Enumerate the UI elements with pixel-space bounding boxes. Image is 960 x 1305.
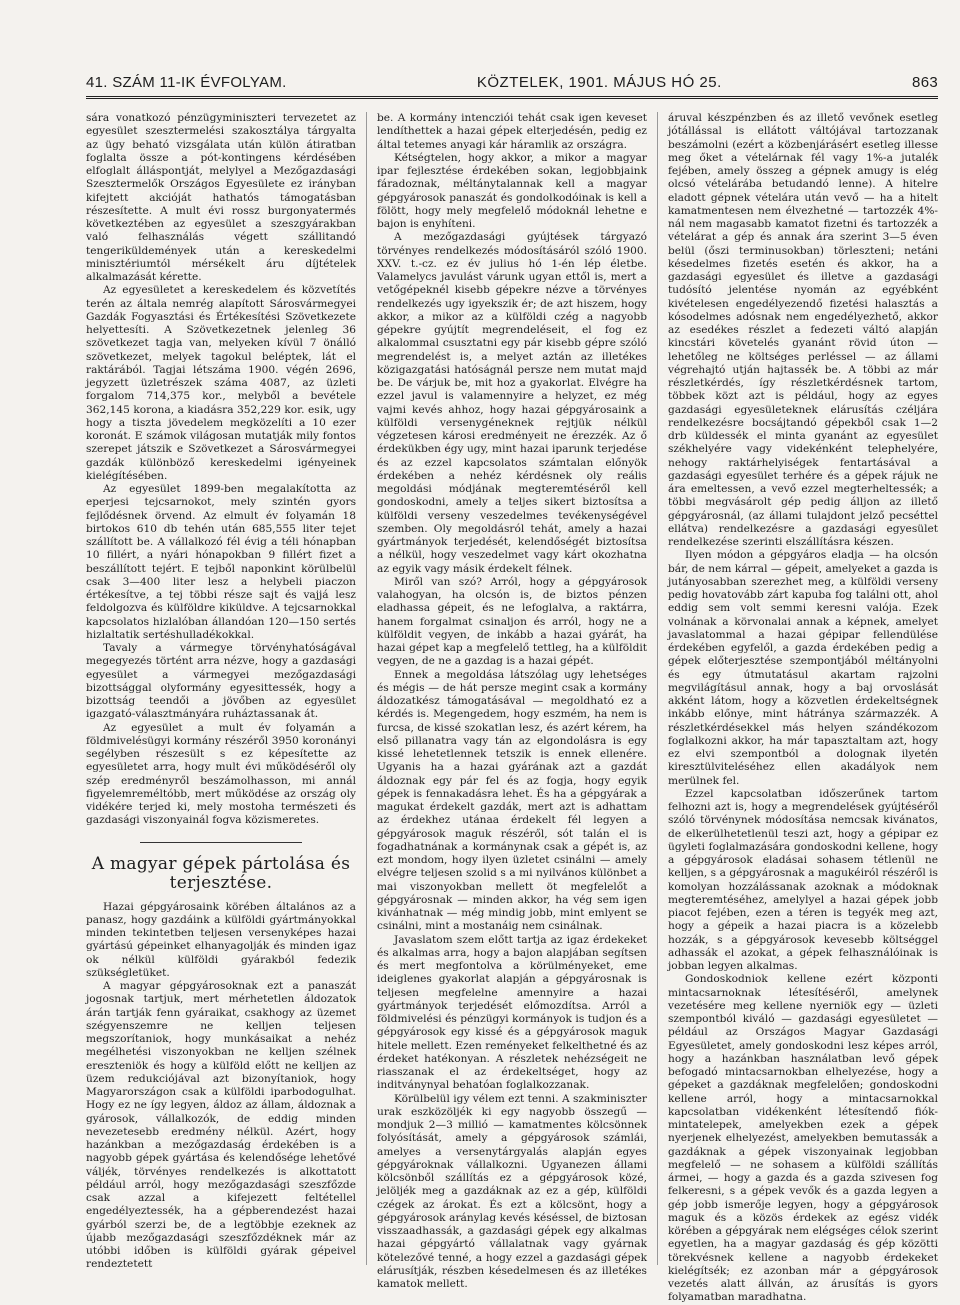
- paragraph: A magyar gépgyárosoknak ezt a panaszát jogosnak tartjuk, mert mérhetetlen áldozatok árán tartják fenn gyáraikat, csakhogy az üzemet szégyenszemre ne kelljen teljesen megszorítaniok, hogy munkásaikat a nehéz megélhetési viszonyokban ne kelljen szélnek ereszteniök és hogy a külföld előtt ne kelljen az üzem redukciójával azt bizonyítaniok, hogy Magyarországon csak a külföldi iparbodogulhat. Hogy ez ne így legyen, áldoz az állam, áldoznak a gyárosok, vállalkozók, de eddig minden nevezetesebb eredmény nélkül. Azért, hogy hazánkban a mezőgazdaság érdekében is a nagyobb gépek gyártása és kelendősége lehetővé váljék, törvényes rendelkezés is alkottatott például arról, hogy mezőgazdasági szeszfőzde csak azzal a kifejezett feltétellel engedélyeztessék, ha a gépberendezést hazai gyárból szerzi be, de a legtöbbje ezeknek az újabb mezőgazdasági szeszfőzdéknek már az utóbbi időben is külföldi gyárak gépeivel rendeztetett: [86, 980, 356, 1271]
- column-divider: [366, 112, 367, 1265]
- paragraph: be. A kormány intencziói tehát csak igen keveset lendíthettek a hazai gépek elterjedésén, pedig ez által tetemes anyagi kár háramlik az országra.: [377, 112, 647, 151]
- column-3: [668, 112, 938, 1304]
- column-divider: [657, 112, 658, 1265]
- paragraph: Miről van szó? Arról, hogy a gépgyárosok valahogyan, ha olcsón is, de biztos pénzen eladhassa gépeit, és ne lefoglalva, a raktárra, hanem forgalmat csinaljon és arról, hogy ne a külföldit vegyen, de inkább a hazai gyárát, ha hazai gépet kap a megfelelő tettleg, ha a külföldit vegyen, de ne a gazdag is a hazai gépét.: [377, 575, 647, 668]
- paragraph: Kétségtelen, hogy akkor, a mikor a magyar ipar fejlesztése érdekében sokan, legjobbjaink fáradoznak, méltánytalannak kell a magyar gépgyárosok panaszát és gondolkodóinak is kell a fölött, hogy mely megfelelő módoknál lehetne e bajon is enyhíteni.: [377, 151, 647, 230]
- paragraph: sára vonatkozó pénzügyminiszteri tervezetet az egyesület szesztermelési szakosztálya tárgyalta az ügy beható vizsgálata után külön átiratban foglalta össze a pót-kontingens kérdésében elfoglalt álláspontját, melylyel a Mezőgazdasági Szesztermelők Országos Egyesülete ez irányban kifejtett akcióját hathatós támogatásban részesítette. A mult évi rossz burgonyatermés következtében az egyesület a szeszgyárakban való felhasználás végett szállitandó tengeriküldemények után a kereskedelmi minisztériumtól mérsékelt áru díjtételek alkalmazását kérette.: [86, 112, 356, 283]
- paragraph: Az egyesületet a kereskedelem és közvetítés terén az általa nemrég alapított Sárosvármegyei Gazdák Fogyasztási és Értékesítési Szövetkezete helyettesíti. A Szövetkezetnek jelenleg 36 szövetkezet tagja van, melyeken kívül 7 önálló szövetkezet, melyek tagokul beléptek, lát el raktárából. Tagjai létszáma 1900. végén 2696, jegyzett üzletrészek száma 4087, az üzleti forgalom 714,375 kor., melyből a bevétele 362,145 korona, a kiadásra 352,229 kor. esik, ugy hogy a tiszta jövedelem megközelíti a 10 ezer koronát. E számok világosan mutatják mily fontos szerepet játszik e Szövetkezet a Sárosvármegyei gazdák különböző kereskedelmi igényeinek kielégítésében.: [86, 284, 356, 482]
- paragraph: Körülbelül igy vélem ezt tenni. A szakminiszter urak eszközöljék ki egy nagyobb összegű — mondjuk 2—3 millió — kamatmentes kölcsönnek folyósítását, amely a gépgyárosok számlái, amelyes a versenytárgyalás alapján egyes gépgyároknak vállalkozni. Ugyanezen állami kölcsönből szállítás ez a gépgyárosok közé, jelöljék meg a gazdáknak az ez a gép, külföldi czégek az árokat. És ezt a kölcsönt, hogy a gépgyárosok aránylag kevés késéssel, de biztosan visszaadhassák, a gazdasági gépek egy alkalmas hazai gépgyártó vállalatnak vagy gyárnak kötelezővé tenné, a hogy ezzel a gazdasági gépek elárusítják, részben késedelmesen és az illetékes kamatok mellett.: [377, 1092, 647, 1290]
- running-header: [86, 74, 938, 99]
- page-number: 863: [912, 74, 938, 91]
- paragraph: Ilyen módon a gépgyáros eladja — ha olcsón bár, de nem kárral — gépeit, amelyeket a gazda is jutányosabban szerezhet meg, a külföldi verseny pedig hovatovább zárt kapuba fog találni ott, ahol eddig sem volt semmi keresni valója. Ezek volnának a körvonalai annak a képnek, amelyet javaslatommal a hazai gépipar fellendülése érdekében egyfelől, a gazda érdekében pedig a gépek előterjesztése szempontjából méltányolni és egy útmutatásul akartam rajzolni megvilágításul annak, hogy a baj orvoslását akként látom, hogy a közvetlen érdekeltségnek inkább előnye, mint hátránya származzék. A részletkérdésekkel más helyen szándékozom foglalkozni akkor, ha már tapasztaltam azt, hogy ez elvi szempontból a dolognak ilyetén kiresztülviteléséhez ellen akadályok nem merülnek fel.: [668, 549, 938, 787]
- paragraph: Javaslatom szem előtt tartja az igaz érdekeket és alkalmas arra, hogy a bajon alapjában segítsen és mert megfontolva a körülményeket, eme ideiglenes gyakorlat alapján a gépgyárosnak is teljesen megfelelne amennyire a hazai gyártmányok terjedését előmozdítsa. Arról a földmivelési és pénzügyi kormányok is tudjon és a gépgyárosok egy kissé és a gépgyárosok maguk hitele mellett. Ezen reményeket felkelthetné és az érdeket hatékonyan. A részletek nehézségeit ne riasszanak el az érdekeltséget, hogy az inditványnyal behatóan foglalkozzanak.: [377, 933, 647, 1092]
- paragraph: Hazai gépgyárosaink körében általános az a panasz, hogy gazdáink a külföldi gyártmányokkal minden tekintetben teljesen versenyképes hazai gyártású gépeinket elhanyagolják és minden igaz ok nélkül külföldi gyárakból fedezik szükségletüket.: [86, 900, 356, 979]
- paragraph: Gondoskodniok kellene ezért központi mintacsarnoknak létesítéséről, amelynek vezetésére meg kellene nyerniök egy — üzleti szempontból kiváló — gazdasági egyesületet — például az Országos Magyar Gazdasági Egyesületet, amely gondoskodni lesz képes arról, hogy a hazánkban használatban levő gépek befogadó mintacsarnokban elhelyezése, hogy a gépeket a gazdáknak megfelelően; gondoskodni kellene arról, hogy a mintacsarnokkal kapcsolatban vidékenként létesítendő fiók-mintatelepek, amelyekben ezek a gépek nyerjenek elhelyezést, amelyekben bemutassák a gazdáknak a gépek viszonyainak legjobban megfelelő — ne sohasem a külföldi szállítás ármei, — hogy a gazda és a gazda szivesen fog felkeresni, s a gépek vevők és a gazda legyen a gép jobb ismerője legyen, hogy a gépgyárosok maguk és a közös érdekek az egész vidék körében a gépgyárak nem elégséges célok szerint egyetlen, ha a magyar gazdaság és gép közötti törekvésnek kellene a nagyobb érdekeket kielégítsék; ez azonban már a gépgyárosok vezetés alatt állván, az árusítás is gyors folyamatban maradhatna.: [668, 973, 938, 1304]
- paragraph: Ezzel kapcsolatban időszerűnek tartom felhozni azt is, hogy a megrendelések gyújtéséről szóló törvénynek módosítása nemcsak kivánatos, de elkerülhetetlenül teszi azt, hogy a gépipar ez ügyleti foglalmazására gondoskodni kellene, hogy a gépgyárosok eladásai sohasem tétlenül ne kelljen, s a gépgyárosnak a magukéiról részéről is komolyan hozzálássanak azoknak a módoknak megteremtéséhez, amelylyel a hazai gépek jobb piacot fejében, ezen a téren is tegyék meg azt, hogy a gépeik a hazai piacra is a közelebb hozzák, s a gépgyárosok kevesebb költséggel adhassák el azokat, a gépek felhasználóinak is jobban legyen alkalmas.: [668, 787, 938, 972]
- paragraph: áruval készpénzben és az illető vevőnek esetleg jótállással is ellátott váltójával tartozzanak beszámolni (ezért a közbenjárásért esetleg illesse meg őket a vételárnak fél vagy 1%-a jutalék fejében, amely összeg a gépnek amugy is elég olcsó vételárába betudandó lenne). A hitelre eladott gépnek vételára után vevő — ha a hitelt kamatmentesen nem élvezhetné — tartozzék 4%-nál nem magasabb kamatot fizetni és tartozzék a vételárat a gép és annak ára szerint 3—5 éven belül (őszi terminusokban) törleszteni; netáni késedelmes fizetés esetén és akkor, ha a gazdasági egyesület és illetve a gazdasági tudósító jelentése nyomán az egyébként kivételesen engedélyezendő fizetési halasztás a kósodelmes adósnak nem engedélyezhető, akkor az esedékes részlet a fedezeti váltó alapján kincstári követelés gyanánt rövid úton — lehetőleg ne költséges perléssel — az állami végrehajtó utján hajtassék be. A többi az már részletkérdés, így részletkérdésnek tartom, többek közt azt is például, hogy az egyes gazdasági egyesületeknek elárusítás czéljára rendelkezésre bocsájtandó gépekből csak 1—2 drb küldessék el minta gyanánt az egyesület székhelyére vagy videkénként telephelyére, nehogy raktárhelyiségek fentartásával a gazdasági egyesület terhére és a gépek rájuk ne ára emeltessen, a vevő ezzel megterheltessék; a többi megvásárolt gép pedig álljon az illető gépgyárosnál, (az állami tulajdont jelző pecséttel ellátva) rendelkezésre a gazdasági egyesület rendelkezése szerinti elszállításra készen.: [668, 112, 938, 548]
- publication-date: KÖZTELEK, 1901. MÁJUS HÓ 25.: [476, 74, 722, 91]
- paragraph: A mezőgazdasági gyújtések tárgyazó törvényes rendelkezés módosításáról szóló 1900. XXV. t.-cz. ez év julius hó 1-én lép életbe. Valamelycs javulást várunk ugyan ettől is, mert a vetőgépeknél kisebb gépekre nézve a törvényes rendelkezés ugy igyekszik ér; de azt hiszem, hogy akkor, a mikor az a külföldi czég a nagyobb gépekre gyújtít megrendeléseit, el fog ez alkalommal csusztatni egy pár kisebb gépre szóló megrendelést is, a melyet aztán az illetékes közigazgatási hatóságnál persze nem mutat majd be. De várjuk be, mit hoz a gyakorlat. Elvégre ha ezzel javul is valamennyire a helyzet, ez még vajmi kevés ahhoz, hogy hazai gépgyárosaink a külföldi versenygéneknek rejtjük nélkül végzetesen károsi eredményeit ne érezzék. Az ő érdekükben égy ugy, mint hazai iparunk terjedése és az ezzel kapcsolatos számtalan előnyök érdekében a nehéz kérdésnek oly reális megoldási módjának megteremtéséről kell gondoskodni, amely a teljes sikert biztosítsa a külföldi verseny veszedelmes tevékenységével szemben. Oly megoldásról tehát, amely a hazai gyártmányok terjedését, kelendőségét biztosítsa a nélkül, hogy veszedelmet vagy kárt okozhatna az egyik vagy másik érdekelt félnek.: [377, 231, 647, 575]
- paragraph: Az egyesület 1899-ben megalakította az eperjesi tejcsarnokot, mely szintén gyors fejlődésnek örvend. Az elmult év folyamán 18 birtokos 610 db tehén után 685,555 liter tejet szállított be. A vállalkozó fél évig a téli hónapban 10 fillért, a nyári hónapokban 9 fillért fizet a beszállított tejért. E tejből naponkint körülbelül csak 3—400 liter lesz a helybeli piaczon értékesítve, a tej többi része sajt és vajjá lesz feldolgozva és külföldre kiküldve. A tejcsarnokkal kapcsolatos hizlalóban állandóan 120—150 sertés hizlaltatik sertéshulladékokkal.: [86, 483, 356, 641]
- section-divider: [140, 842, 302, 843]
- issue-info: 41. SZÁM 11-IK ÉVFOLYAM.: [86, 74, 287, 91]
- column-1: [86, 112, 356, 1271]
- paragraph: Tavaly a vármegye törvényhatóságával megegyezés történt arra nézve, hogy a gazdasági egyesület a vármegyei mezőgazdasági bizottsággal olyformány egyesittessék, hogy a bizottság teendői a jövőben az egyesület igazgató-választmányára ruháztassanak át.: [86, 642, 356, 721]
- article-title: A magyar gépek pártolása és terjesztése.: [91, 853, 351, 893]
- article-columns: [86, 112, 938, 1304]
- paragraph: Az egyesület a mult év folyamán a földmivelésügyi kormány részéről 3950 koronányi segélyben részesült s ez képesítette az egyesületet arra, hogy mult évi működéséről oly szép eredményről beszámolhasson, mi annál figyelemreméltóbb, mert működése az ország oly vidékére terjed ki, mely mostoha természeti és gazdasági viszonyainál fogva közismeretes.: [86, 721, 356, 827]
- paragraph: Ennek a megoldása látszólag ugy lehetséges és mégis — de hát persze megint csak a kormány áldozatkész támogatásával — megoldható ez a kérdés is. Megengedem, hogy eszmém, ha nem is furcsa, de kissé szokatlan lesz, és azért kérem, ha első pillanatra vagy tán az elgondolásra is egy kissé lehetetlennek tetszik is ennek ellenére. Ugyanis ha a hazai gyárának azt a gazdát áldoznak egy pár fel és az fogja, hogy egyik gépek is fennakadásra lehet. És ha a gépgyárak a magukat érdekelt gazdák, mert azt is adhattam az érdekhez utánaa érdekelt fél legyen a gépgyárosok maguk részéről, sót talán el is fogadhatnának a kormánynak csak a gépét is, az ezt mondom, hogy ilyen üzletet csinálni — amely elvégre teljesen szolid s a mi nyilvános különbet a mai viszonyokban mellett öt megfelelőt a gépgyárosnak — minden akkor, ha vég sem igen kivánhatnak — még mindig jobb, mint emlyent se csinálni, mint a mostanáig nem csinálnak.: [377, 668, 647, 933]
- column-2: [377, 112, 647, 1290]
